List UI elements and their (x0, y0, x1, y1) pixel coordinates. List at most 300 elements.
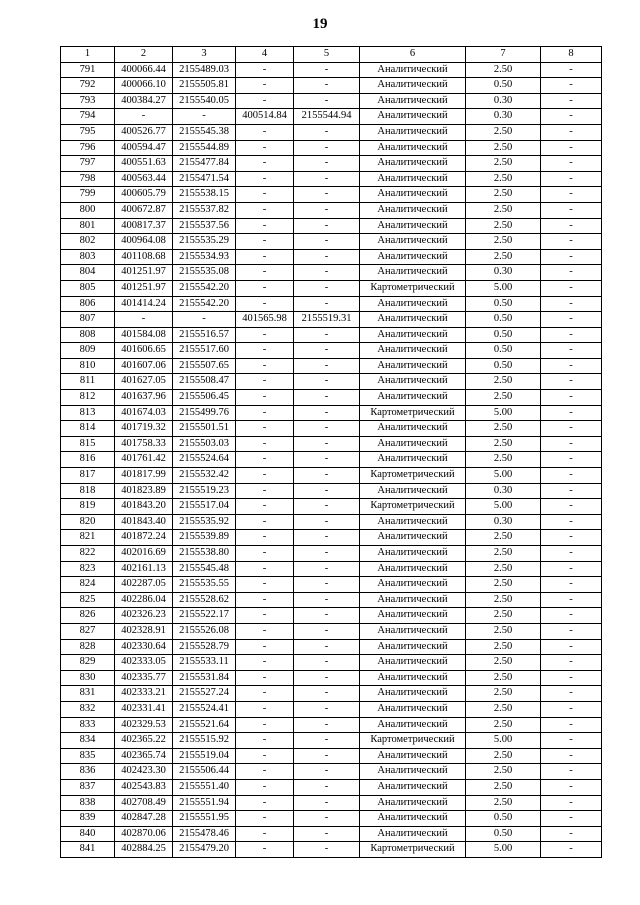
method-cell: Аналитический (360, 62, 466, 78)
new-y-coordinate-cell: - (294, 327, 360, 343)
table-row (61, 717, 602, 733)
y-coordinate-cell: 2155537.56 (173, 218, 236, 234)
method-cell: Аналитический (360, 187, 466, 203)
accuracy-cell: 0.30 (466, 109, 541, 125)
new-x-coordinate-cell: - (236, 187, 294, 203)
method-cell: Аналитический (360, 452, 466, 468)
table-row (61, 280, 602, 296)
table-row (61, 639, 602, 655)
x-coordinate-cell: 402161.13 (115, 561, 173, 577)
table-row (61, 78, 602, 94)
method-cell: Аналитический (360, 623, 466, 639)
new-y-coordinate-cell: - (294, 811, 360, 827)
x-coordinate-cell: 401823.89 (115, 483, 173, 499)
page-number: 19 (312, 16, 328, 32)
new-x-coordinate-cell: - (236, 795, 294, 811)
y-coordinate-cell: 2155499.76 (173, 405, 236, 421)
new-x-coordinate-cell: - (236, 202, 294, 218)
table-row (61, 826, 602, 842)
y-coordinate-cell: 2155551.40 (173, 779, 236, 795)
new-x-coordinate-cell: - (236, 514, 294, 530)
x-coordinate-cell: 402330.64 (115, 639, 173, 655)
x-coordinate-cell: 401719.32 (115, 421, 173, 437)
table-row (61, 124, 602, 140)
note-cell: - (541, 78, 602, 94)
table-row (61, 514, 602, 530)
accuracy-cell: 2.50 (466, 577, 541, 593)
table-row (61, 327, 602, 343)
note-cell: - (541, 748, 602, 764)
point-number-cell: 794 (61, 109, 115, 125)
note-cell: - (541, 686, 602, 702)
note-cell: - (541, 171, 602, 187)
table-row (61, 93, 602, 109)
x-coordinate-cell: 401627.05 (115, 374, 173, 390)
new-x-coordinate-cell: - (236, 343, 294, 359)
method-cell: Аналитический (360, 561, 466, 577)
x-coordinate-cell: 402365.74 (115, 748, 173, 764)
y-coordinate-cell: 2155535.29 (173, 234, 236, 250)
x-coordinate-cell: - (115, 109, 173, 125)
accuracy-cell: 0.30 (466, 483, 541, 499)
y-coordinate-cell: 2155501.51 (173, 421, 236, 437)
point-number-cell: 797 (61, 156, 115, 172)
column-header: 4 (236, 47, 294, 63)
y-coordinate-cell: 2155533.11 (173, 655, 236, 671)
table-row (61, 374, 602, 390)
note-cell: - (541, 546, 602, 562)
new-x-coordinate-cell: - (236, 452, 294, 468)
table-row (61, 265, 602, 281)
point-number-cell: 824 (61, 577, 115, 593)
method-cell: Картометрический (360, 499, 466, 515)
y-coordinate-cell: 2155503.03 (173, 436, 236, 452)
new-x-coordinate-cell: - (236, 265, 294, 281)
note-cell: - (541, 62, 602, 78)
new-y-coordinate-cell: - (294, 296, 360, 312)
x-coordinate-cell: 401761.42 (115, 452, 173, 468)
new-x-coordinate-cell: - (236, 577, 294, 593)
method-cell: Аналитический (360, 686, 466, 702)
x-coordinate-cell: 402331.41 (115, 701, 173, 717)
x-coordinate-cell: 401251.97 (115, 265, 173, 281)
point-number-cell: 810 (61, 358, 115, 374)
note-cell: - (541, 312, 602, 328)
x-coordinate-cell: 401607.06 (115, 358, 173, 374)
y-coordinate-cell: 2155531.84 (173, 670, 236, 686)
accuracy-cell: 0.50 (466, 811, 541, 827)
accuracy-cell: 2.50 (466, 249, 541, 265)
new-y-coordinate-cell: - (294, 358, 360, 374)
point-number-cell: 803 (61, 249, 115, 265)
method-cell: Аналитический (360, 811, 466, 827)
note-cell: - (541, 234, 602, 250)
new-x-coordinate-cell: - (236, 826, 294, 842)
x-coordinate-cell: 401637.96 (115, 390, 173, 406)
x-coordinate-cell: 402423.30 (115, 764, 173, 780)
method-cell: Аналитический (360, 514, 466, 530)
new-y-coordinate-cell: - (294, 436, 360, 452)
new-y-coordinate-cell: - (294, 530, 360, 546)
table-header-row (61, 47, 602, 63)
y-coordinate-cell: 2155551.94 (173, 795, 236, 811)
method-cell: Аналитический (360, 312, 466, 328)
y-coordinate-cell: 2155489.03 (173, 62, 236, 78)
note-cell: - (541, 452, 602, 468)
new-y-coordinate-cell: - (294, 218, 360, 234)
x-coordinate-cell: 400066.44 (115, 62, 173, 78)
new-y-coordinate-cell: - (294, 655, 360, 671)
accuracy-cell: 2.50 (466, 156, 541, 172)
y-coordinate-cell: 2155540.05 (173, 93, 236, 109)
note-cell: - (541, 296, 602, 312)
accuracy-cell: 0.30 (466, 265, 541, 281)
method-cell: Аналитический (360, 140, 466, 156)
method-cell: Аналитический (360, 124, 466, 140)
note-cell: - (541, 187, 602, 203)
x-coordinate-cell: 400964.08 (115, 234, 173, 250)
new-x-coordinate-cell: - (236, 171, 294, 187)
new-x-coordinate-cell: - (236, 78, 294, 94)
new-y-coordinate-cell: - (294, 514, 360, 530)
point-number-cell: 835 (61, 748, 115, 764)
point-number-cell: 813 (61, 405, 115, 421)
point-number-cell: 838 (61, 795, 115, 811)
x-coordinate-cell: 402328.91 (115, 623, 173, 639)
table-row (61, 670, 602, 686)
new-x-coordinate-cell: - (236, 701, 294, 717)
note-cell: - (541, 109, 602, 125)
method-cell: Аналитический (360, 795, 466, 811)
y-coordinate-cell: 2155545.48 (173, 561, 236, 577)
note-cell: - (541, 499, 602, 515)
accuracy-cell: 2.50 (466, 421, 541, 437)
point-number-cell: 801 (61, 218, 115, 234)
accuracy-cell: 2.50 (466, 374, 541, 390)
y-coordinate-cell: 2155519.23 (173, 483, 236, 499)
y-coordinate-cell: 2155545.38 (173, 124, 236, 140)
table-row (61, 202, 602, 218)
new-y-coordinate-cell: - (294, 421, 360, 437)
point-number-cell: 811 (61, 374, 115, 390)
y-coordinate-cell: 2155526.08 (173, 623, 236, 639)
x-coordinate-cell: 400066.10 (115, 78, 173, 94)
accuracy-cell: 2.50 (466, 686, 541, 702)
note-cell: - (541, 218, 602, 234)
y-coordinate-cell: 2155506.44 (173, 764, 236, 780)
new-x-coordinate-cell: - (236, 546, 294, 562)
table-row (61, 312, 602, 328)
y-coordinate-cell: 2155519.04 (173, 748, 236, 764)
point-number-cell: 819 (61, 499, 115, 515)
table-row (61, 187, 602, 203)
point-number-cell: 823 (61, 561, 115, 577)
point-number-cell: 818 (61, 483, 115, 499)
method-cell: Аналитический (360, 546, 466, 562)
method-cell: Аналитический (360, 608, 466, 624)
new-y-coordinate-cell: - (294, 686, 360, 702)
y-coordinate-cell: 2155534.93 (173, 249, 236, 265)
table-row (61, 546, 602, 562)
method-cell: Аналитический (360, 701, 466, 717)
accuracy-cell: 2.50 (466, 764, 541, 780)
y-coordinate-cell: 2155537.82 (173, 202, 236, 218)
accuracy-cell: 2.50 (466, 779, 541, 795)
method-cell: Аналитический (360, 639, 466, 655)
point-number-cell: 825 (61, 592, 115, 608)
x-coordinate-cell: 402333.05 (115, 655, 173, 671)
point-number-cell: 793 (61, 93, 115, 109)
note-cell: - (541, 405, 602, 421)
method-cell: Аналитический (360, 390, 466, 406)
note-cell: - (541, 343, 602, 359)
new-y-coordinate-cell: - (294, 93, 360, 109)
table-row (61, 171, 602, 187)
accuracy-cell: 5.00 (466, 280, 541, 296)
y-coordinate-cell: 2155478.46 (173, 826, 236, 842)
x-coordinate-cell: 400817.37 (115, 218, 173, 234)
note-cell: - (541, 655, 602, 671)
x-coordinate-cell: 400605.79 (115, 187, 173, 203)
note-cell: - (541, 421, 602, 437)
new-y-coordinate-cell: - (294, 779, 360, 795)
point-number-cell: 839 (61, 811, 115, 827)
new-x-coordinate-cell: - (236, 733, 294, 749)
new-y-coordinate-cell: - (294, 623, 360, 639)
new-x-coordinate-cell: - (236, 748, 294, 764)
new-y-coordinate-cell: - (294, 546, 360, 562)
method-cell: Аналитический (360, 374, 466, 390)
note-cell: - (541, 842, 602, 858)
y-coordinate-cell: 2155542.20 (173, 296, 236, 312)
new-x-coordinate-cell: - (236, 93, 294, 109)
note-cell: - (541, 764, 602, 780)
note-cell: - (541, 124, 602, 140)
note-cell: - (541, 577, 602, 593)
new-x-coordinate-cell: - (236, 592, 294, 608)
new-x-coordinate-cell: - (236, 390, 294, 406)
y-coordinate-cell: 2155508.47 (173, 374, 236, 390)
note-cell: - (541, 701, 602, 717)
column-header: 6 (360, 47, 466, 63)
new-y-coordinate-cell: - (294, 577, 360, 593)
point-number-cell: 799 (61, 187, 115, 203)
new-y-coordinate-cell: - (294, 156, 360, 172)
method-cell: Аналитический (360, 156, 466, 172)
y-coordinate-cell: 2155524.64 (173, 452, 236, 468)
coordinates-table (60, 46, 602, 858)
point-number-cell: 836 (61, 764, 115, 780)
method-cell: Картометрический (360, 468, 466, 484)
column-header: 3 (173, 47, 236, 63)
table-row (61, 764, 602, 780)
table-row (61, 701, 602, 717)
new-y-coordinate-cell: - (294, 592, 360, 608)
y-coordinate-cell: 2155517.60 (173, 343, 236, 359)
x-coordinate-cell: 402870.06 (115, 826, 173, 842)
table-row (61, 405, 602, 421)
accuracy-cell: 2.50 (466, 639, 541, 655)
method-cell: Аналитический (360, 748, 466, 764)
note-cell: - (541, 795, 602, 811)
column-header: 8 (541, 47, 602, 63)
y-coordinate-cell: 2155507.65 (173, 358, 236, 374)
method-cell: Аналитический (360, 592, 466, 608)
accuracy-cell: 2.50 (466, 701, 541, 717)
new-x-coordinate-cell: - (236, 530, 294, 546)
note-cell: - (541, 280, 602, 296)
new-y-coordinate-cell: - (294, 280, 360, 296)
method-cell: Картометрический (360, 405, 466, 421)
point-number-cell: 837 (61, 779, 115, 795)
column-header: 7 (466, 47, 541, 63)
new-x-coordinate-cell: - (236, 623, 294, 639)
table-row (61, 592, 602, 608)
x-coordinate-cell: 401606.65 (115, 343, 173, 359)
accuracy-cell: 2.50 (466, 608, 541, 624)
y-coordinate-cell: 2155515.92 (173, 733, 236, 749)
x-coordinate-cell: 401674.03 (115, 405, 173, 421)
accuracy-cell: 2.50 (466, 748, 541, 764)
new-y-coordinate-cell: - (294, 78, 360, 94)
new-x-coordinate-cell: - (236, 374, 294, 390)
note-cell: - (541, 733, 602, 749)
column-header: 2 (115, 47, 173, 63)
accuracy-cell: 2.50 (466, 452, 541, 468)
y-coordinate-cell: 2155532.42 (173, 468, 236, 484)
new-y-coordinate-cell: - (294, 452, 360, 468)
new-y-coordinate-cell: 2155519.31 (294, 312, 360, 328)
method-cell: Аналитический (360, 78, 466, 94)
new-y-coordinate-cell: - (294, 748, 360, 764)
table-row (61, 390, 602, 406)
point-number-cell: 814 (61, 421, 115, 437)
new-y-coordinate-cell: - (294, 62, 360, 78)
new-y-coordinate-cell: - (294, 234, 360, 250)
new-x-coordinate-cell: - (236, 764, 294, 780)
method-cell: Аналитический (360, 530, 466, 546)
method-cell: Картометрический (360, 733, 466, 749)
new-x-coordinate-cell: - (236, 811, 294, 827)
new-y-coordinate-cell: - (294, 202, 360, 218)
new-x-coordinate-cell: - (236, 327, 294, 343)
method-cell: Аналитический (360, 779, 466, 795)
x-coordinate-cell: 402329.53 (115, 717, 173, 733)
accuracy-cell: 0.50 (466, 358, 541, 374)
method-cell: Картометрический (360, 842, 466, 858)
point-number-cell: 812 (61, 390, 115, 406)
method-cell: Аналитический (360, 655, 466, 671)
table-row (61, 811, 602, 827)
note-cell: - (541, 717, 602, 733)
new-y-coordinate-cell: - (294, 140, 360, 156)
x-coordinate-cell: 402286.04 (115, 592, 173, 608)
new-x-coordinate-cell: - (236, 686, 294, 702)
accuracy-cell: 0.50 (466, 312, 541, 328)
point-number-cell: 821 (61, 530, 115, 546)
note-cell: - (541, 623, 602, 639)
table-row (61, 156, 602, 172)
method-cell: Аналитический (360, 717, 466, 733)
note-cell: - (541, 779, 602, 795)
y-coordinate-cell: 2155544.89 (173, 140, 236, 156)
new-x-coordinate-cell: 400514.84 (236, 109, 294, 125)
y-coordinate-cell: - (173, 312, 236, 328)
new-y-coordinate-cell: - (294, 187, 360, 203)
accuracy-cell: 2.50 (466, 62, 541, 78)
note-cell: - (541, 826, 602, 842)
new-y-coordinate-cell: - (294, 249, 360, 265)
x-coordinate-cell: 401758.33 (115, 436, 173, 452)
x-coordinate-cell: 400672.87 (115, 202, 173, 218)
new-y-coordinate-cell: - (294, 639, 360, 655)
method-cell: Аналитический (360, 249, 466, 265)
x-coordinate-cell: 401414.24 (115, 296, 173, 312)
new-y-coordinate-cell: - (294, 483, 360, 499)
x-coordinate-cell: - (115, 312, 173, 328)
new-y-coordinate-cell: - (294, 561, 360, 577)
x-coordinate-cell: 402016.69 (115, 546, 173, 562)
y-coordinate-cell: 2155538.15 (173, 187, 236, 203)
table-row (61, 234, 602, 250)
accuracy-cell: 2.50 (466, 561, 541, 577)
new-y-coordinate-cell: - (294, 499, 360, 515)
table-row (61, 483, 602, 499)
point-number-cell: 807 (61, 312, 115, 328)
point-number-cell: 809 (61, 343, 115, 359)
x-coordinate-cell: 402543.83 (115, 779, 173, 795)
method-cell: Аналитический (360, 764, 466, 780)
new-x-coordinate-cell: - (236, 62, 294, 78)
point-number-cell: 829 (61, 655, 115, 671)
y-coordinate-cell: 2155516.57 (173, 327, 236, 343)
method-cell: Аналитический (360, 327, 466, 343)
accuracy-cell: 0.30 (466, 514, 541, 530)
table-row (61, 623, 602, 639)
table-row (61, 842, 602, 858)
point-number-cell: 806 (61, 296, 115, 312)
method-cell: Аналитический (360, 343, 466, 359)
new-x-coordinate-cell: - (236, 779, 294, 795)
new-y-coordinate-cell: - (294, 842, 360, 858)
y-coordinate-cell: 2155535.08 (173, 265, 236, 281)
new-x-coordinate-cell: - (236, 717, 294, 733)
accuracy-cell: 2.50 (466, 795, 541, 811)
table-row (61, 140, 602, 156)
new-x-coordinate-cell: - (236, 670, 294, 686)
point-number-cell: 822 (61, 546, 115, 562)
new-y-coordinate-cell: - (294, 265, 360, 281)
point-number-cell: 827 (61, 623, 115, 639)
new-x-coordinate-cell: 401565.98 (236, 312, 294, 328)
table-row (61, 343, 602, 359)
accuracy-cell: 2.50 (466, 187, 541, 203)
note-cell: - (541, 514, 602, 530)
note-cell: - (541, 265, 602, 281)
table-row (61, 795, 602, 811)
accuracy-cell: 0.30 (466, 93, 541, 109)
method-cell: Аналитический (360, 109, 466, 125)
x-coordinate-cell: 402884.25 (115, 842, 173, 858)
table-row (61, 296, 602, 312)
y-coordinate-cell: 2155542.20 (173, 280, 236, 296)
note-cell: - (541, 374, 602, 390)
note-cell: - (541, 530, 602, 546)
table-row (61, 530, 602, 546)
note-cell: - (541, 358, 602, 374)
new-x-coordinate-cell: - (236, 405, 294, 421)
y-coordinate-cell: 2155521.64 (173, 717, 236, 733)
